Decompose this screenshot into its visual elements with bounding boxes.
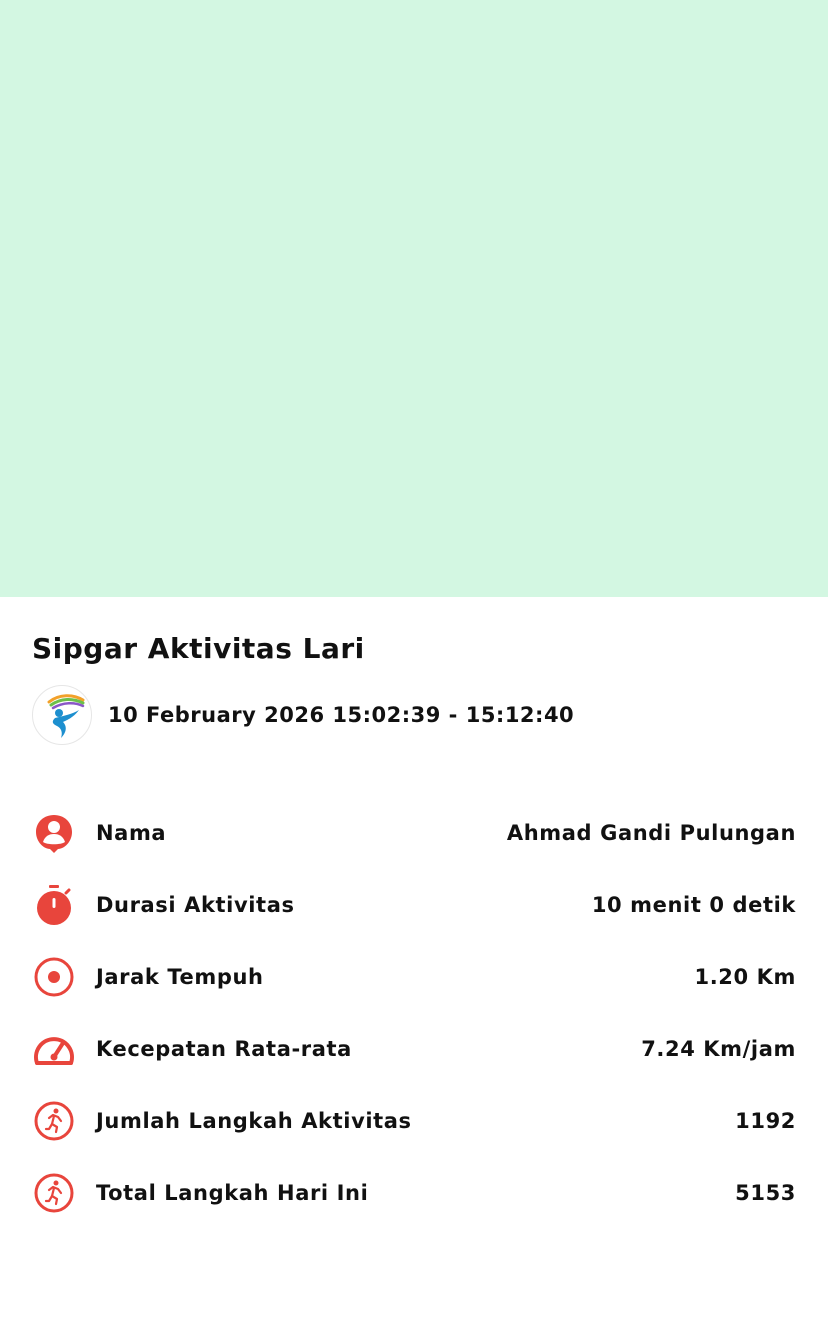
stat-value: 5153 — [735, 1181, 796, 1205]
activity-card — [0, 597, 828, 1328]
stat-label: Durasi Aktivitas — [96, 893, 295, 917]
stat-row-jarak — [32, 941, 796, 1013]
stat-row-nama — [32, 797, 796, 869]
activity-datetime: 10 February 2026 15:02:39 - 15:12:40 — [108, 703, 575, 727]
stat-label: Kecepatan Rata-rata — [96, 1037, 352, 1061]
stat-label: Nama — [96, 821, 167, 845]
stat-label: Total Langkah Hari Ini — [96, 1181, 369, 1205]
target-icon — [32, 953, 96, 1001]
card-title: Sipgar Aktivitas Lari — [32, 632, 365, 665]
stat-value: 1192 — [735, 1109, 796, 1133]
stat-value: 7.24 Km/jam — [641, 1037, 796, 1061]
sipgar-logo-icon — [32, 685, 92, 745]
stat-label: Jarak Tempuh — [96, 965, 264, 989]
stat-row-langkah-aktivitas — [32, 1085, 796, 1157]
stat-value: 1.20 Km — [694, 965, 796, 989]
map-area[interactable] — [0, 0, 828, 597]
runner-icon — [32, 1097, 96, 1145]
stats-list — [32, 797, 796, 1229]
runner-icon — [32, 1169, 96, 1217]
stopwatch-icon — [32, 881, 96, 929]
speedometer-icon — [32, 1025, 96, 1073]
stat-label: Jumlah Langkah Aktivitas — [96, 1109, 412, 1133]
stat-row-durasi — [32, 869, 796, 941]
person-pin-icon — [32, 809, 96, 857]
stat-value: Ahmad Gandi Pulungan — [506, 821, 796, 845]
stat-row-kecepatan — [32, 1013, 796, 1085]
stat-row-total-langkah — [32, 1157, 796, 1229]
stat-value: 10 menit 0 detik — [591, 893, 796, 917]
